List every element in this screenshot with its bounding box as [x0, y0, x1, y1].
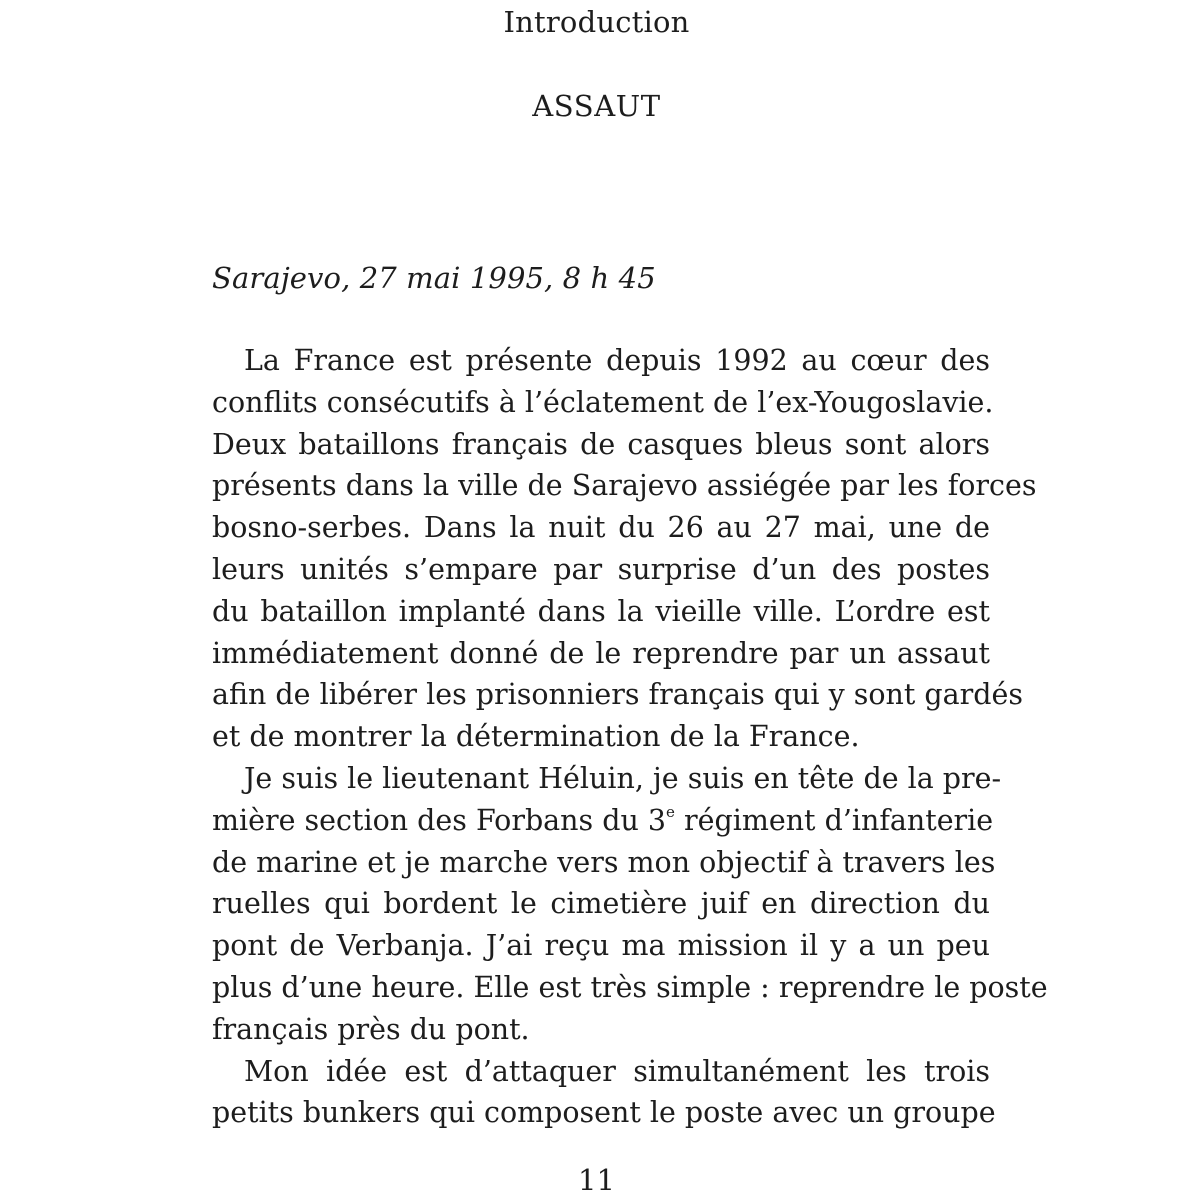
- text-fragment: mière section des Forbans du 3: [212, 803, 667, 837]
- ordinal-superscript: e: [666, 803, 675, 822]
- text-line: conflits consécutifs à l’éclatement de l’ex-Yougoslavie.: [212, 385, 994, 419]
- text-line: et de montrer la détermination de la France.: [212, 720, 860, 754]
- body-text: [212, 340, 1048, 1134]
- paragraph-1: [212, 340, 1037, 758]
- text-line: bosno-serbes. Dans la nuit du 26 au 27 mai, une de: [212, 511, 990, 545]
- chapter-title: ASSAUT: [532, 89, 661, 123]
- text-line-with-superscript: [212, 800, 994, 842]
- text-line: afin de libérer les prisonniers français qui y sont gardés: [212, 678, 1023, 712]
- text-line: du bataillon implanté dans la vieille ville. L’ordre est: [212, 594, 990, 628]
- text-line: immédiatement donné de le reprendre par un assaut: [212, 636, 990, 670]
- text-line: plus d’une heure. Elle est très simple : reprendre le poste: [212, 970, 1048, 1004]
- text-line: présents dans la ville de Sarajevo assiégée par les forces: [212, 469, 1037, 503]
- text-line: pont de Verbanja. J’ai reçu ma mission il y a un peu: [212, 929, 990, 963]
- text-line: Mon idée est d’attaquer simultanément les trois: [244, 1054, 990, 1088]
- dateline: Sarajevo, 27 mai 1995, 8 h 45: [212, 261, 656, 295]
- text-line: de marine et je marche vers mon objectif à travers les: [212, 845, 996, 879]
- text-line: français près du pont.: [212, 1012, 530, 1046]
- text-line: Je suis le lieutenant Héluin, je suis en tête de la pre-: [244, 761, 1002, 795]
- text-line: leurs unités s’empare par surprise d’un des postes: [212, 552, 990, 586]
- running-header: Introduction: [503, 5, 690, 39]
- text-fragment: régiment d’infanterie: [674, 803, 994, 837]
- paragraph-3: [212, 1051, 996, 1135]
- paragraph-2: [212, 758, 1048, 1051]
- text-line: petits bunkers qui composent le poste avec un groupe: [212, 1096, 996, 1130]
- text-line: Deux bataillons français de casques bleus sont alors: [212, 427, 990, 461]
- text-line: ruelles qui bordent le cimetière juif en direction du: [212, 887, 990, 921]
- text-line: La France est présente depuis 1992 au cœur des: [244, 344, 990, 377]
- page-number: 11: [578, 1163, 615, 1197]
